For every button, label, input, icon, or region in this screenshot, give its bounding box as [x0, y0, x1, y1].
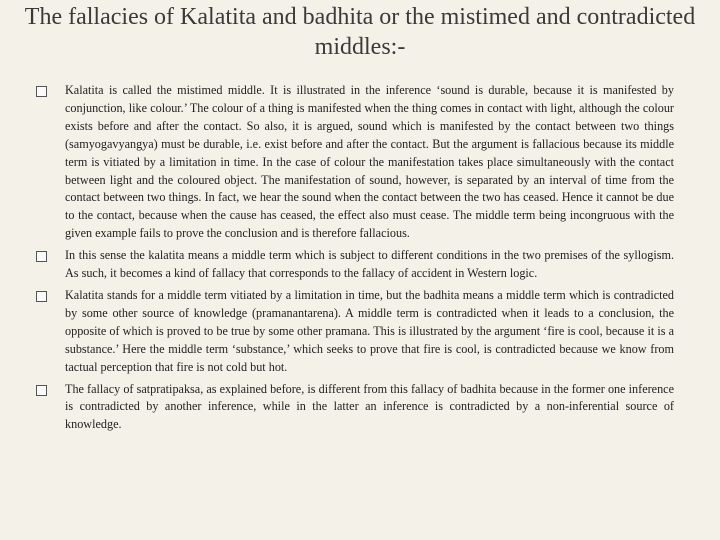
bullet-list: [36, 82, 674, 438]
bullet-item: [36, 82, 674, 243]
bullet-text: In this sense the kalatita means a middle term which is subject to different conditions in the two premises of the syllogism. As such, it becomes a kind of fallacy that corresponds to the fallacy of accident in Western logic.: [65, 248, 674, 281]
slide-title: The fallacies of Kalatita and badhita or the mistimed and contradicted middles:-: [24, 4, 696, 60]
checkbox-bullet-icon: [36, 291, 47, 302]
checkbox-bullet-icon: [36, 86, 47, 97]
bullet-item: [36, 247, 674, 283]
checkbox-bullet-icon: [36, 251, 47, 262]
bullet-item: [36, 381, 674, 435]
bullet-item: [36, 287, 674, 377]
checkbox-bullet-icon: [36, 385, 47, 396]
bullet-text: Kalatita is called the mistimed middle. It is illustrated in the inference ‘sound is durable, because it is manifested by conjunction, like colour.’ The colour of a thing is manifested when the thing comes in contact with light, although the colour exists before and after the contact. So also, it is argued, sound which is manifested by the contact between two things (samyogavyangya) must be durable, i.e. exist before and after the contact. But the argument is fallacious because its middle term is vitiated by a limitation in time. In the case of colour the manifestation takes place simultaneously with the contact between light and the coloured object. The manifestation of sound, however, is separated by an interval of time from the contact between two things. In fact, we hear the sound when the contact between the two has ceased. Hence it cannot be due to the contact, because when the cause has ceased, the effect also must cease. The middle term being incongruous with the given example fails to prove the conclusion and is therefore fallacious.: [65, 83, 674, 241]
bullet-text: The fallacy of satpratipaksa, as explained before, is different from this fallacy of badhita because in the former one inference is contradicted by another inference, while in the latter an inference is contradicted by a non-inferential source of knowledge.: [65, 381, 674, 432]
bullet-text: Kalatita stands for a middle term vitiated by a limitation in time, but the badhita means a middle term which is contradicted by some other source of knowledge (pramanantarena). A middle term is contradicted when it leads to a conclusion, the opposite of which is proved to be true by some other pramana. This is illustrated by the argument ‘fire is cool, because it is a substance.’ Here the middle term ‘substance,’ which seeks to prove that fire is cool, is contradicted because we know from tactual perception that fire is not cold but hot.: [65, 287, 674, 374]
